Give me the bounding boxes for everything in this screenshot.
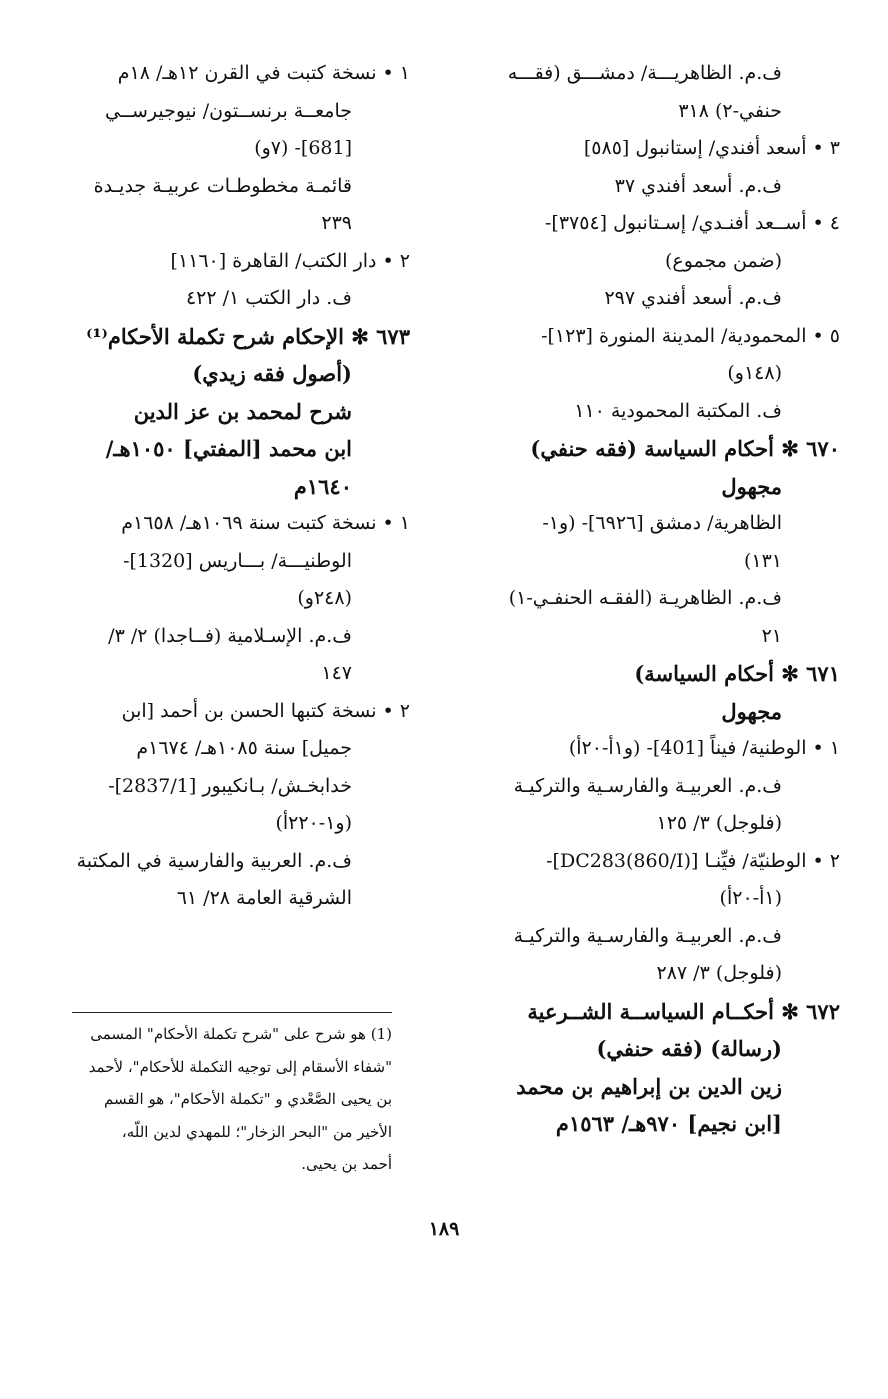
text-line: ٦٧٠ ✻ أحكام السياسة (فقه حنفي) xyxy=(530,436,840,461)
text-line: ٢ • الوطنيّة/ فيِّنـا [DC283(860/I)]- xyxy=(546,849,840,872)
text-line: ١ • الوطنية/ فيناً [401]- (و١أ-٢٠أ) xyxy=(568,737,840,759)
text-line: الشرقية العامة ٢٨/ ٦١ xyxy=(176,887,352,909)
text-line: حنفي-٢) ٣١٨ xyxy=(678,99,782,122)
text-line: ف.م. العربية والفارسية في المكتبة xyxy=(76,849,352,872)
text-line: ٦٧٢ ✻ أحكــام السياســة الشــرعية xyxy=(527,998,840,1024)
text-line: مجهول xyxy=(721,698,782,724)
text-line: ١ • نسخة كتبت سنة ١٠٦٩هـ/ ١٦٥٨م xyxy=(121,512,410,534)
text-line: ف.م. الإسـلامية (فــاجدا) ٢/ ٣/ xyxy=(108,624,352,647)
text-line: ف.م. العربيـة والفارسـية والتركيـة xyxy=(513,774,782,797)
text-line: [ابن نجيم] ٩٧٠هـ/ ١٥٦٣م xyxy=(555,1111,782,1136)
text-line: ٦٧١ ✻ أحكام السياسة) xyxy=(634,661,840,686)
text-line: ٦٧٣ ✻ الإحكام شرح تكملة الأحكام⁽¹⁾ xyxy=(86,323,410,349)
footnote-line: الأخير من "البحر الزخار"؛ للمهدي لدين اللّه، xyxy=(121,1122,392,1141)
text-line: (و١-٢٢٠أ) xyxy=(275,812,352,834)
text-line: ابن محمد [المفتي] ١٠٥٠هـ/ xyxy=(105,436,352,461)
text-line: ١٤٧ xyxy=(321,662,352,684)
text-line: ٣ • أسعد أفندي/ إستانبول [٥٨٥] xyxy=(583,137,840,159)
text-line: ف.م. العربيـة والفارسـية والتركيـة xyxy=(513,924,782,947)
text-line: ١ • نسخة كتبت في القرن ١٢هـ/ ١٨م xyxy=(117,62,410,84)
text-line: ٢١ xyxy=(761,624,782,647)
footnote xyxy=(40,1018,392,1181)
text-line: شرح لمحمد بن عز الدين xyxy=(133,398,352,424)
left-column xyxy=(40,55,410,918)
text-line: ٢ • دار الكتب/ القاهرة [١١٦٠] xyxy=(170,249,410,272)
text-line: (١٤٨و) xyxy=(727,362,782,384)
text-line: ١٣١) xyxy=(743,549,782,572)
text-line: ف.م. أسعد أفندي ٣٧ xyxy=(614,174,782,197)
text-line: قائمـة مخطوطـات عربيـة جديـدة xyxy=(93,174,352,197)
text-line: ٤ • أســعد أفنـدي/ إسـتانبول [٣٧٥٤]- xyxy=(544,212,840,234)
text-line: ٥ • المحمودية/ المدينة المنورة [١٢٣]- xyxy=(541,324,840,347)
text-line: جميل] سنة ١٠٨٥هـ/ ١٦٧٤م xyxy=(136,737,352,759)
text-line: خدابخـش/ بـانكيبور [2837/1]- xyxy=(108,774,352,797)
text-line: ف.م. أسعد أفندي ٢٩٧ xyxy=(604,287,782,309)
text-line: الظاهرية/ دمشق [٦٩٢٦]- (و١- xyxy=(542,512,782,534)
text-line: ١٦٤٠م xyxy=(293,473,352,499)
text-line: (فلوجل) ٣/ ٢٨٧ xyxy=(656,962,782,984)
text-line: مجهول xyxy=(721,473,782,499)
text-line: (ضمن مجموع) xyxy=(664,249,782,272)
footnote-divider xyxy=(72,1012,392,1013)
text-line: ف.م. الظاهريـة (الفقـه الحنفـي-١) xyxy=(508,587,782,609)
text-line: ف. دار الكتب ١/ ٤٢٢ xyxy=(185,287,352,309)
text-line: ف.م. الظاهريـــة/ دمشـــق (فقـــه xyxy=(507,62,782,84)
text-line: (٢٤٨و) xyxy=(297,587,352,609)
right-column xyxy=(440,55,840,1143)
text-line: جامعــة برنســتون/ نيوجيرســي xyxy=(104,99,352,122)
footnote-line: "شفاء الأسقام إلى توجيه التكملة للأحكام"، لأحمد xyxy=(88,1057,392,1076)
text-line: زين الدين بن إبراهيم بن محمد xyxy=(516,1073,782,1099)
footnote-line: أحمد بن يحيى. xyxy=(301,1155,392,1173)
text-line: ف. المكتبة المحمودية ١١٠ xyxy=(574,399,782,422)
text-line: الوطنيـــة/ بـــاريس [1320]- xyxy=(123,549,352,572)
text-line: (أصول فقه زيدي) xyxy=(192,361,352,386)
page-number: ١٨٩ xyxy=(428,1218,460,1240)
text-line: ٢ • نسخة كتبها الحسن بن أحمد [ابن xyxy=(121,699,410,722)
footnote-line: (1) هو شرح على "شرح تكملة الأحكام" المسمى xyxy=(90,1025,392,1043)
text-line: (رسالة) (فقه حنفي) xyxy=(596,1036,782,1061)
footnote-line: بن يحيى الصَّعْدي و "تكملة الأحكام"، هو القسم xyxy=(104,1090,392,1108)
text-line: (١أ-٢٠أ) xyxy=(719,887,782,909)
text-line: ٢٣٩ xyxy=(321,212,352,234)
text-line: (فلوجل) ٣/ ١٢٥ xyxy=(656,812,782,834)
text-line: [681]- (٧و) xyxy=(254,137,352,159)
